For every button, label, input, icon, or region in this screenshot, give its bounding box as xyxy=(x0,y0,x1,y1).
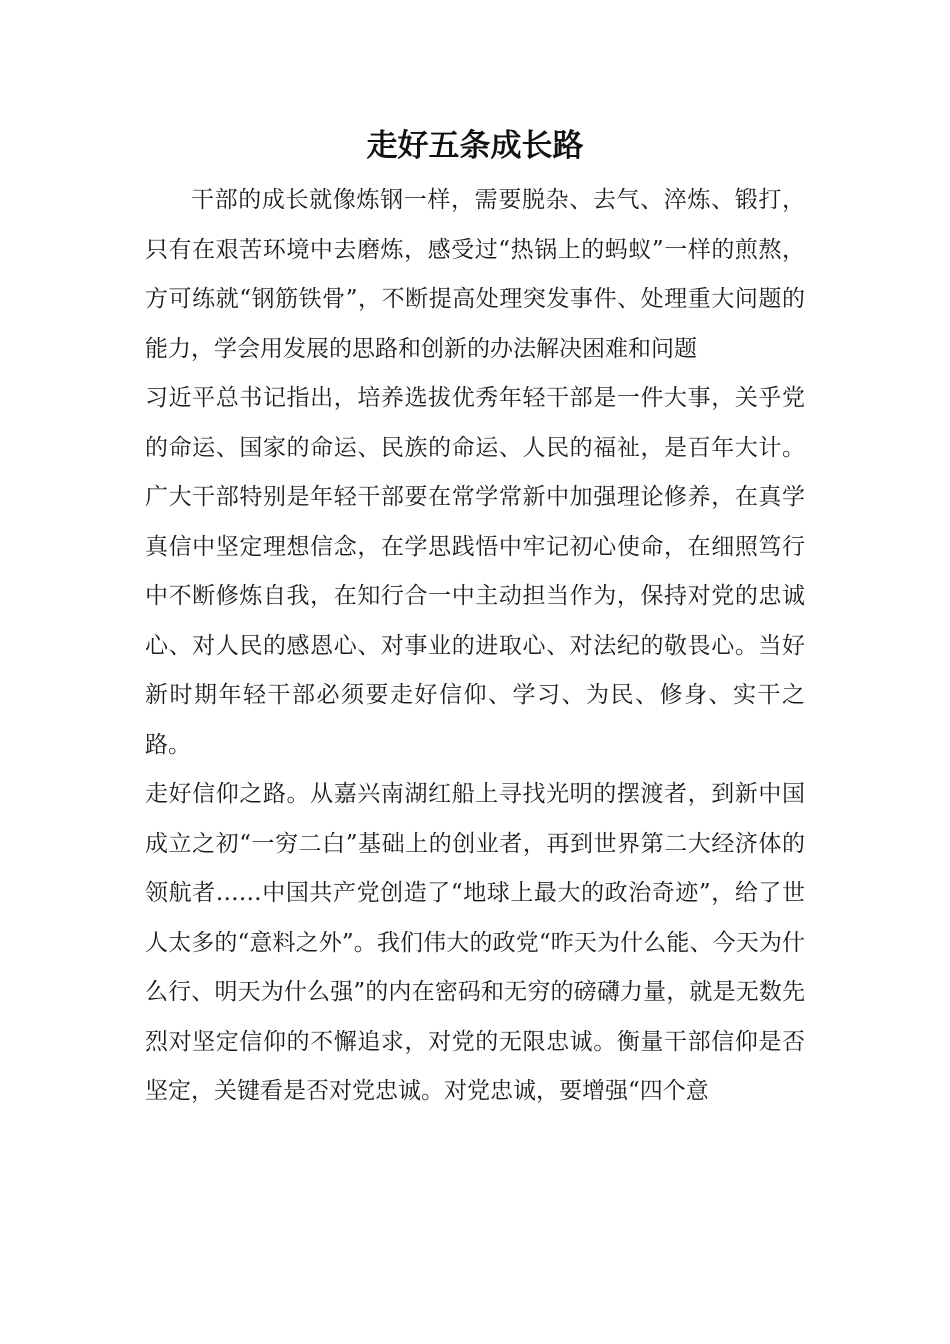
paragraph-faith-path: 走好信仰之路。从嘉兴南湖红船上寻找光明的摆渡者，到新中国成立之初“一穷二白”基础上的创业者，再到世界第二大经济体的领航者……中国共产党创造了“地球上最大的政治奇迹”，给了世人太多的“意料之外”。我们伟大的政党“昨天为什么能、今天为什么行、明天为什么强”的内在密码和无穷的磅礴力量，就是无数先烈对坚定信仰的不懈追求，对党的无限忠诚。衡量干部信仰是否坚定，关键看是否对党忠诚。对党忠诚，要增强“四个意 xyxy=(145,781,805,1104)
document-body xyxy=(145,176,805,1117)
paragraph-leadership-quote: 习近平总书记指出，培养选拔优秀年轻干部是一件大事，关乎党的命运、国家的命运、民族的命运、人民的福祉，是百年大计。广大干部特别是年轻干部要在常学常新中加强理论修养，在真学真信中坚定理想信念，在学思践悟中牢记初心使命，在细照笃行中不断修炼自我，在知行合一中主动担当作为，保持对党的忠诚心、对人民的感恩心、对事业的进取心、对法纪的敬畏心。当好新时期年轻干部必须要走好信仰、学习、为民、修身、实干之路。 xyxy=(145,385,805,758)
paragraph-intro: 干部的成长就像炼钢一样，需要脱杂、去气、淬炼、锻打，只有在艰苦环境中去磨炼，感受过“热锅上的蚂蚁”一样的煎熬，方可练就“钢筋铁骨”，不断提高处理突发事件、处理重大问题的能力，学会用发展的思路和创新的办法解决困难和问题 xyxy=(145,187,805,362)
document-title: 走好五条成长路 xyxy=(366,128,584,164)
